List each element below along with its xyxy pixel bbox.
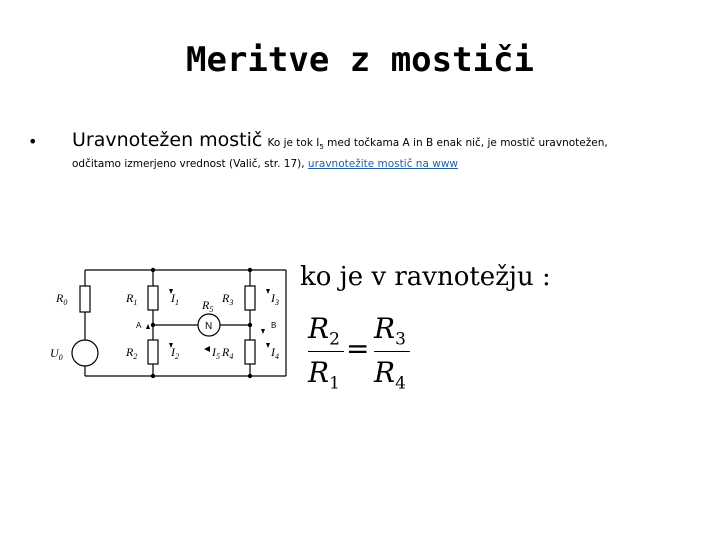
- arrow-up-icon: [146, 324, 150, 329]
- fraction-left-bar: [308, 351, 344, 352]
- label-I2: $I_2$: [171, 345, 179, 361]
- label-R3: $R_3$: [222, 291, 234, 307]
- bullet-line2-text: odčitamo izmerjeno vrednost (Valič, str. 17),: [72, 158, 308, 170]
- fraction-left-numerator: $R_2$: [308, 312, 340, 350]
- bullet-item: [28, 128, 700, 159]
- bullet-heading: Uravnotežen mostič: [72, 129, 263, 151]
- bullet-text-part2: med točkama A in B enak nič, je mostič uravnotežen,: [323, 137, 608, 149]
- fraction-right-bar: [374, 351, 410, 352]
- label-R0: $R_0$: [56, 291, 68, 307]
- arrow-down-icon: [266, 289, 270, 294]
- equals-sign: =: [346, 332, 370, 365]
- label-node-A: A: [136, 321, 142, 330]
- bridge-circuit-diagram: [38, 262, 300, 384]
- label-I1: $I_1$: [171, 291, 179, 307]
- label-R1: $R_1$: [126, 291, 138, 307]
- fraction-right-numerator: $R_3$: [374, 312, 406, 350]
- junction-dot: [151, 323, 155, 327]
- bullet-text-part1: Ko je tok I: [267, 137, 320, 149]
- arrow-down-icon: [266, 343, 270, 348]
- junction-dot: [248, 268, 252, 272]
- junction-dot: [248, 323, 252, 327]
- label-I3: $I_3$: [271, 291, 279, 307]
- label-R5: $R_5$: [202, 298, 214, 314]
- label-galvanometer-N: N: [205, 321, 213, 332]
- label-R4: $R_4$: [222, 345, 234, 361]
- junction-dot: [248, 374, 252, 378]
- label-node-B: B: [271, 321, 277, 330]
- label-I5: $I_5$: [212, 345, 220, 361]
- fraction-left-denominator: $R_1$: [308, 356, 340, 394]
- junction-dot: [151, 268, 155, 272]
- junction-dot: [151, 374, 155, 378]
- balance-bridge-link[interactable]: uravnotežite mostič na www: [307, 158, 458, 170]
- label-R2: $R_2$: [126, 345, 138, 361]
- slide-title: Meritve z mostiči: [186, 40, 534, 80]
- arrow-left-icon: [204, 346, 210, 352]
- bullet-line2: [72, 158, 458, 170]
- label-I4: $I_4$: [271, 345, 279, 361]
- balance-equation: [300, 262, 600, 402]
- fraction-right-denominator: $R_4$: [374, 356, 406, 394]
- label-U0: $U_0$: [50, 346, 63, 362]
- bullet-text: [267, 137, 608, 152]
- bullet-dot-icon: •: [28, 132, 38, 151]
- arrow-down-icon: [261, 329, 265, 334]
- bullet-text-sub: 5: [319, 143, 324, 152]
- equation-condition: ko je v ravnotežju :: [300, 262, 551, 292]
